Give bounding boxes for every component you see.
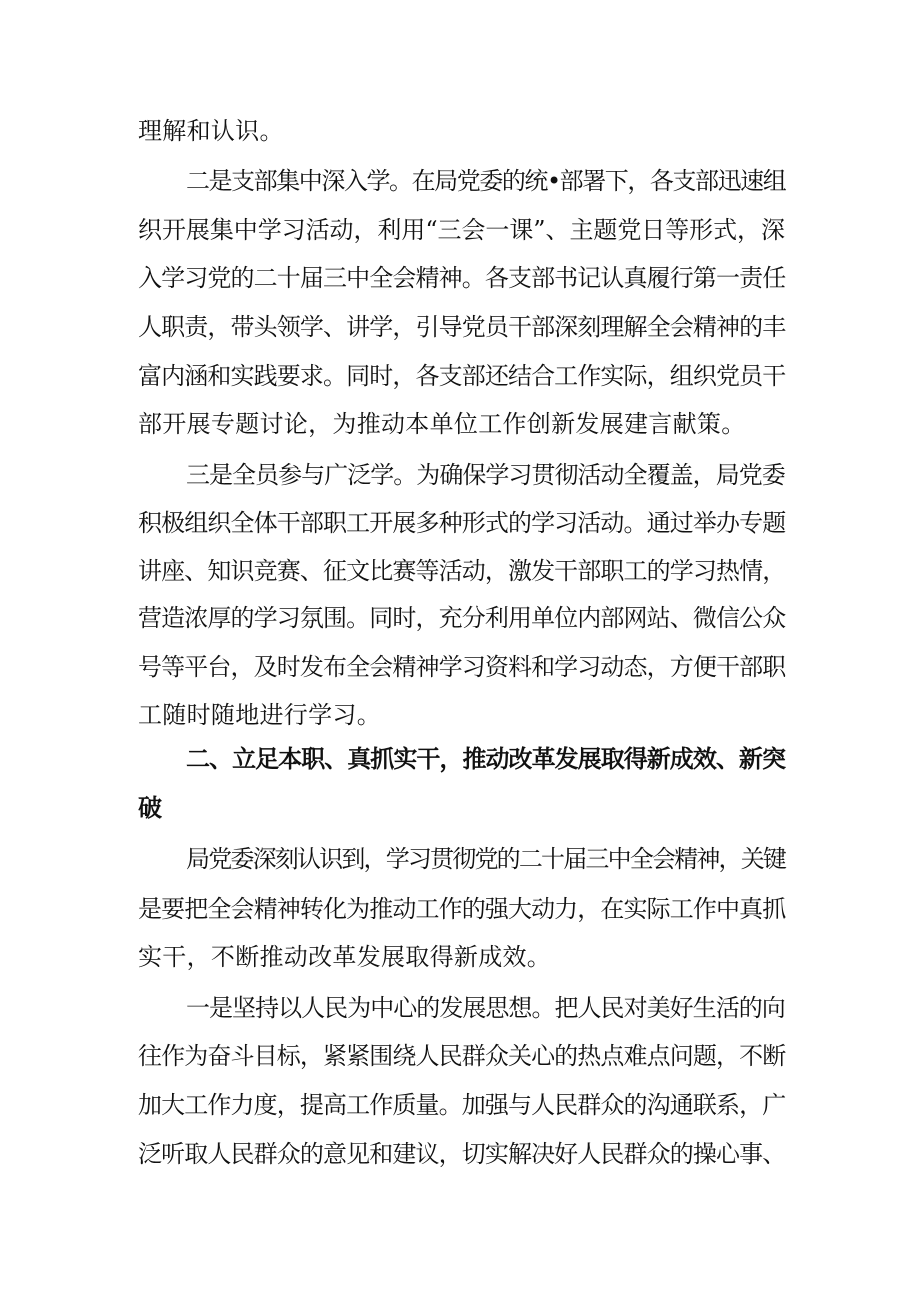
text-line: 二是支部集中深入学。在局党委的统•部署下，各支部迅速组 — [186, 167, 786, 195]
text-line: 一是坚持以人民为中心的发展思想。把人民对美好生活的向 — [186, 994, 785, 1022]
text-line: 入学习党的二十届三中全会精神。各支部书记认真履行第一责任 — [138, 264, 786, 292]
text-line: 号等平台，及时发布全会精神学习资料和学习动态，方便干部职 — [138, 653, 786, 681]
text-line: 部开展专题讨论，为推动本单位工作创新发展建言献策。 — [138, 410, 746, 438]
text-line: 营造浓厚的学习氛围。同时，充分利用单位内部网站、微信公众 — [138, 604, 786, 632]
text-line: 工随时随地进行学习。 — [138, 701, 381, 729]
text-line: 泛听取人民群众的意见和建议，切实解决好人民群众的操心事、 — [138, 1140, 786, 1168]
text-line: 三是全员参与广泛学。为确保学习贯彻活动全覆盖，局党委 — [186, 461, 785, 489]
text-line: 加大工作力度，提高工作质量。加强与人民群众的沟通联系，广 — [138, 1091, 786, 1119]
text-line: 往作为奋斗目标，紧紧围绕人民群众关心的热点难点问题，不断 — [138, 1042, 786, 1070]
text-line: 是要把全会精神转化为推动工作的强大动力，在实际工作中真抓 — [138, 895, 786, 923]
text-line: 讲座、知识竞赛、征文比赛等活动，激发干部职工的学习热情， — [138, 557, 786, 585]
text-line: 人职责，带头领学、讲学，引导党员干部深刻理解全会精神的丰 — [138, 313, 786, 341]
text-line: 实干，不断推动改革发展取得新成效。 — [138, 943, 552, 971]
text-line: 理解和认识。 — [138, 117, 284, 145]
section-heading: 破 — [138, 794, 163, 822]
text-line: 富内涵和实践要求。同时，各支部还结合工作实际，组织党员干 — [138, 362, 786, 390]
text-line: 积极组织全体干部职工开展多种形式的学习活动。通过举办专题 — [138, 509, 786, 537]
text-line: 局党委深刻认识到，学习贯彻党的二十届三中全会精神，关键 — [186, 845, 786, 873]
text-line: 织开展集中学习活动，利用“三会一课”、主题党日等形式，深 — [138, 216, 785, 244]
section-heading: 二、立足本职、真抓实干，推动改革发展取得新成效、新突 — [186, 745, 785, 773]
